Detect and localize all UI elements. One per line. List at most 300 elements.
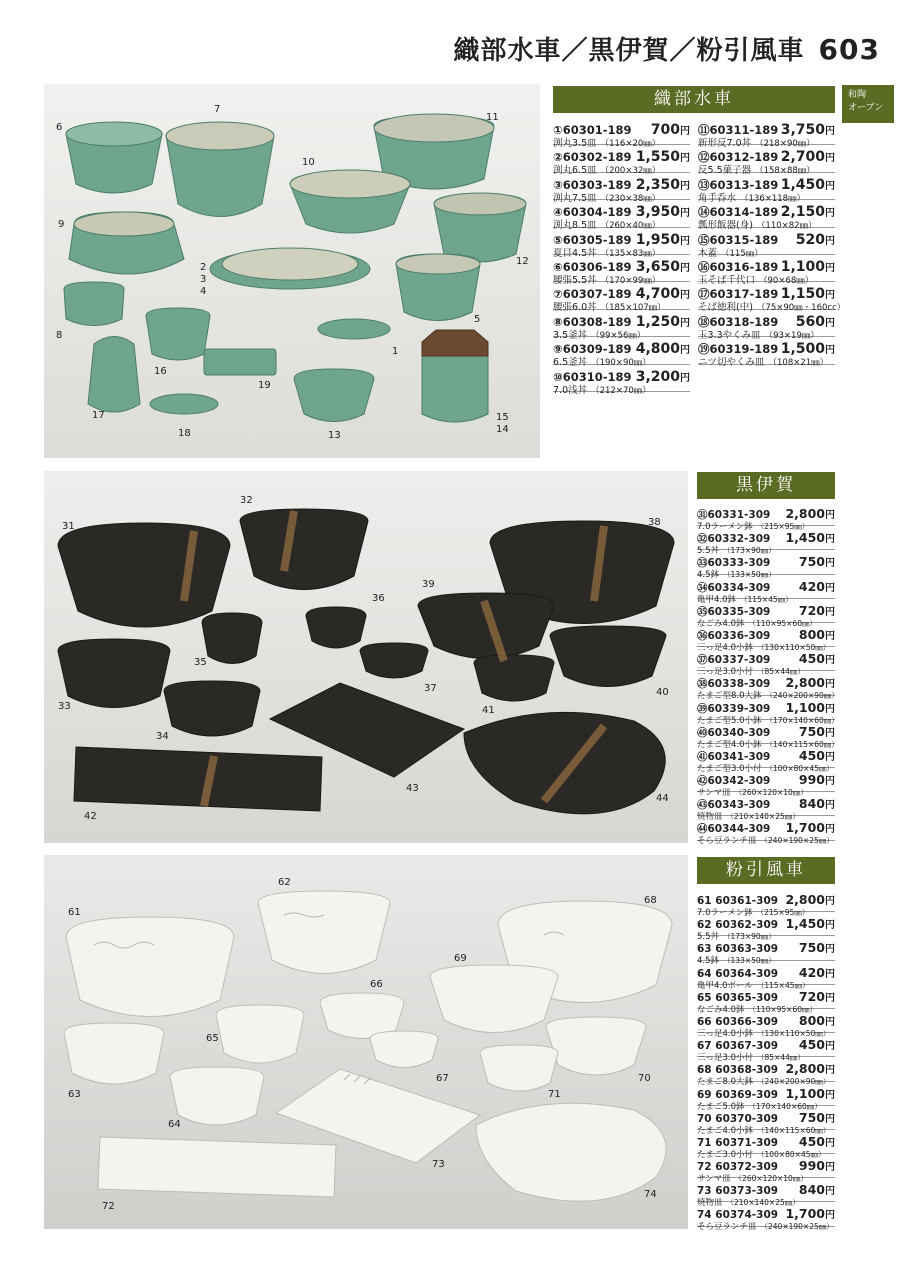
kohiki-product-photo [44, 855, 688, 1229]
photo-label: 35 [194, 657, 207, 668]
photo-label: 32 [240, 495, 253, 506]
yen-symbol: 円 [825, 727, 835, 739]
oribe-product-list-left [553, 118, 690, 396]
product-size: （100×80×45㎜） [765, 763, 835, 773]
section-banner-kuroiga: 黒伊賀 [697, 472, 835, 499]
yen-symbol: 円 [825, 968, 835, 980]
photo-label: 61 [68, 907, 81, 918]
product-description: 5.5丼 [697, 932, 720, 943]
product-description: 渕丸6.5皿 [553, 165, 597, 177]
yen-symbol: 円 [825, 262, 835, 274]
yen-symbol: 円 [680, 153, 690, 165]
product-price: 4,800 [635, 341, 680, 358]
photo-label: 15 [496, 412, 509, 423]
product-code: 72 60372-309 [697, 1161, 779, 1174]
product-price: 3,200 [635, 368, 680, 385]
yen-symbol: 円 [825, 126, 835, 137]
product-price: 750 [798, 723, 825, 739]
product-description: 7.0ラーメン鉢 [697, 522, 753, 532]
photo-label: 9 [58, 219, 65, 230]
photo-label: 39 [422, 579, 435, 590]
yen-symbol: 円 [680, 317, 690, 329]
product-price: 1,950 [635, 231, 680, 248]
product-description: 腰張5.5丼 [553, 274, 597, 286]
product-code: ⑪60311-189 [698, 123, 779, 137]
yen-symbol: 円 [825, 317, 835, 329]
yen-symbol: 円 [825, 180, 835, 192]
yen-symbol: 円 [825, 1041, 835, 1053]
product-code: ㉝60333-309 [697, 557, 771, 570]
product-price: 2,350 [635, 176, 680, 193]
yen-symbol: 円 [825, 558, 835, 570]
photo-label: 19 [258, 380, 271, 391]
product-code: ⑱60318-189 [698, 314, 779, 329]
product-price: 450 [798, 1037, 825, 1053]
product-size: （170×140×60㎜） [765, 715, 839, 725]
product-list-item [553, 173, 690, 204]
yen-symbol: 円 [825, 776, 835, 788]
product-price: 560 [795, 313, 825, 330]
product-list-item [553, 118, 690, 149]
product-price: 1,550 [635, 149, 680, 166]
product-price: 1,100 [780, 258, 825, 275]
product-description: そら豆ランチ皿 [697, 836, 757, 847]
product-price: 450 [798, 1133, 825, 1149]
photo-label: 38 [648, 517, 661, 528]
product-code: 61 60361-309 [697, 895, 779, 907]
photo-label: 65 [206, 1033, 219, 1044]
product-description: 3.5釜丼 [553, 329, 588, 341]
product-description: そら豆ランチ皿 [697, 1222, 757, 1233]
product-description: そば徳利(中) [698, 302, 753, 314]
product-price: 990 [798, 772, 825, 788]
yen-symbol: 円 [825, 920, 835, 932]
product-code: ⑨60309-189 [553, 342, 632, 357]
product-price: 2,800 [785, 506, 825, 521]
product-code: ①60301-189 [553, 123, 632, 137]
product-description: 渕丸8.5皿 [553, 220, 597, 232]
product-code: 65 60365-309 [697, 991, 779, 1004]
product-code: ㊷60342-309 [697, 775, 771, 788]
product-code: ㉟60335-309 [697, 605, 771, 618]
product-code: ㊸60343-309 [697, 799, 771, 812]
product-list-item [553, 145, 690, 177]
yen-symbol: 円 [825, 824, 835, 836]
product-description: 反5.5菓子器 [698, 165, 752, 177]
product-price: 450 [798, 747, 825, 763]
product-list-item [553, 282, 690, 314]
product-price: 2,800 [785, 675, 825, 691]
kohiki-product-list [697, 888, 835, 1233]
photo-label: 72 [102, 1201, 115, 1212]
product-price: 1,450 [780, 176, 825, 193]
product-size: （215×95㎜） [756, 522, 810, 531]
product-description: 新形反7.0丼 [698, 138, 752, 149]
product-size: （110×95×60㎜） [748, 618, 818, 628]
product-price: 450 [798, 651, 825, 667]
product-code: ㊴60339-309 [697, 702, 771, 715]
page-header [454, 30, 880, 67]
product-size: （85×44㎜） [757, 667, 805, 677]
product-code: ⑤60305-189 [553, 232, 632, 247]
product-size: （170×140×60㎜） [748, 1101, 822, 1111]
product-size: （218×90㎜） [755, 139, 815, 149]
product-code: ㉛60331-309 [697, 509, 771, 521]
product-size: （210×140×25㎜） [726, 812, 800, 822]
product-price: 3,650 [635, 258, 680, 275]
yen-symbol: 円 [825, 1065, 835, 1077]
product-price: 750 [798, 1109, 825, 1125]
photo-label: 33 [58, 701, 71, 712]
product-price: 800 [798, 1012, 825, 1028]
photo-label: 10 [302, 157, 315, 168]
yen-symbol: 円 [825, 208, 835, 220]
product-code: 67 60367-309 [697, 1040, 779, 1053]
product-size: （240×190×25㎜） [760, 836, 834, 846]
page-number: 603 [818, 33, 880, 66]
product-price: 2,800 [785, 892, 825, 907]
product-code: ④60304-189 [553, 205, 632, 220]
photo-label: 73 [432, 1159, 445, 1170]
yen-symbol: 円 [825, 606, 835, 618]
product-list-item [553, 200, 690, 232]
category-tab-line2: オーブン [848, 103, 884, 113]
yen-symbol: 円 [825, 510, 835, 521]
product-size: （185×107㎜） [600, 303, 666, 314]
product-price: 3,950 [635, 204, 680, 221]
product-list-item [698, 310, 835, 341]
photo-label: 63 [68, 1089, 81, 1100]
product-size: （230×38㎜） [600, 193, 661, 204]
product-code: ②60302-189 [553, 150, 632, 165]
product-code: ⑥60306-189 [553, 259, 632, 274]
product-size: （90×68㎜） [759, 275, 814, 286]
product-price: 720 [798, 988, 825, 1004]
product-price: 990 [798, 1158, 825, 1174]
photo-label: 69 [454, 953, 467, 964]
product-price: 4,700 [635, 286, 680, 303]
product-price: 840 [798, 1182, 825, 1198]
product-description: たまご4.0小鉢 [697, 1125, 754, 1136]
product-code: 62 60362-309 [697, 919, 779, 932]
product-code: 68 60368-309 [697, 1064, 779, 1077]
product-size: （140×115×60㎜） [757, 1125, 831, 1135]
product-list-item [553, 337, 690, 369]
product-size: （260×120×10㎜） [734, 788, 808, 798]
product-list-item [553, 255, 690, 286]
product-description: なごみ4.0鉢 [697, 618, 745, 629]
product-list-item [698, 228, 835, 259]
product-price: 1,700 [785, 820, 825, 836]
photo-label: 1 [392, 346, 399, 357]
yen-symbol: 円 [680, 345, 690, 357]
product-description: 角手呑水 [698, 192, 737, 204]
product-size: （115㎜） [721, 248, 763, 259]
product-description: たまご型5.0小鉢 [697, 715, 762, 726]
product-description: 亀甲4.0ボール [697, 980, 753, 991]
product-price: 2,150 [780, 204, 825, 221]
product-size: （200×32㎜） [600, 166, 661, 177]
product-price: 2,700 [780, 149, 825, 166]
product-list-item [697, 502, 835, 532]
yen-symbol: 円 [825, 944, 835, 956]
yen-symbol: 円 [680, 262, 690, 274]
yen-symbol: 円 [680, 208, 690, 220]
product-price: 1,150 [780, 286, 825, 303]
product-size: （173×90㎜） [723, 932, 776, 942]
yen-symbol: 円 [825, 800, 835, 812]
product-description: 三っ足3.0小付 [697, 667, 754, 678]
photo-label: 41 [482, 705, 495, 716]
product-size: （115×45㎜） [740, 594, 793, 604]
photo-label: 5 [474, 314, 481, 325]
kuroiga-product-list [697, 502, 839, 847]
product-description: 渕丸3.5皿 [553, 138, 597, 149]
product-description: 玉そば千代口 [698, 274, 756, 286]
photo-label: 62 [278, 877, 291, 888]
product-list-item [698, 255, 835, 286]
product-size: （99×56㎜） [591, 330, 646, 341]
product-price: 700 [650, 122, 680, 138]
product-size: （85×44㎜） [757, 1053, 805, 1063]
product-price: 1,100 [785, 1085, 825, 1101]
page-title: 織部水車／黒伊賀／粉引風車 [453, 36, 805, 66]
product-code: ⑲60319-189 [698, 342, 779, 357]
product-description: 玉3.3やくみ皿 [698, 329, 761, 341]
yen-symbol: 円 [825, 630, 835, 642]
product-description: 4.5鉢 [697, 956, 720, 967]
product-list-item [698, 337, 835, 369]
kuroiga-product-photo [44, 471, 688, 843]
photo-label: 40 [656, 687, 669, 698]
yen-symbol: 円 [680, 372, 690, 384]
product-code: 69 60369-309 [697, 1088, 779, 1101]
photo-label: 12 [516, 256, 529, 267]
product-description: 亀甲4.0鉢 [697, 594, 737, 605]
photo-label: 3 [200, 274, 207, 285]
yen-symbol: 円 [680, 180, 690, 192]
product-size: （133×50㎜） [723, 570, 776, 580]
photo-label: 74 [644, 1189, 657, 1200]
product-description: 三っ足3.0小付 [697, 1053, 754, 1064]
product-description: 焼物皿 [697, 1198, 723, 1209]
product-size: （100×80×45㎜） [757, 1149, 826, 1159]
yen-symbol: 円 [825, 679, 835, 691]
yen-symbol: 円 [825, 992, 835, 1004]
photo-label: 66 [370, 979, 383, 990]
product-price: 1,100 [785, 699, 825, 715]
product-description: 三っ足4.0小鉢 [697, 642, 754, 653]
product-code: 64 60364-309 [697, 967, 779, 980]
product-code: ㊵60340-309 [697, 726, 771, 739]
product-description: 腰張6.0丼 [553, 302, 597, 314]
product-description: 7.0ラーメン鉢 [697, 908, 753, 918]
yen-symbol: 円 [825, 751, 835, 763]
product-size: （212×70㎜） [591, 385, 651, 396]
product-code: ⑧60308-189 [553, 314, 632, 329]
photo-label: 18 [178, 428, 191, 439]
photo-label: 68 [644, 895, 657, 906]
product-size: （173×90㎜） [723, 546, 776, 556]
photo-label: 17 [92, 410, 105, 421]
yen-symbol: 円 [825, 582, 835, 594]
yen-symbol: 円 [825, 1210, 835, 1222]
photo-label: 42 [84, 811, 97, 822]
yen-symbol: 円 [680, 235, 690, 247]
product-size: （133×50㎜） [723, 956, 776, 966]
photo-label: 16 [154, 366, 167, 377]
product-code: ⑬60313-189 [698, 177, 779, 192]
product-description: 6.5釜丼 [553, 357, 588, 369]
product-price: 420 [798, 964, 825, 980]
yen-symbol: 円 [825, 290, 835, 302]
photo-label: 43 [406, 783, 419, 794]
product-price: 840 [798, 796, 825, 812]
photo-label: 7 [214, 104, 221, 115]
product-code: ⑦60307-189 [553, 287, 632, 302]
product-size: （130×110×50㎜） [757, 1028, 831, 1038]
product-code: ㉜60332-309 [697, 533, 771, 546]
yen-symbol: 円 [825, 1016, 835, 1028]
product-size: （116×20㎜） [600, 139, 661, 149]
yen-symbol: 円 [825, 1162, 835, 1174]
photo-label: 11 [486, 112, 499, 123]
product-size: （190×90㎜） [591, 358, 651, 369]
product-size: （108×21㎜） [768, 358, 829, 369]
category-tab[interactable] [842, 85, 894, 123]
photo-label: 36 [372, 593, 385, 604]
product-price: 520 [795, 231, 825, 248]
product-description: 木蓋 [698, 247, 718, 259]
product-size: （240×190×25㎜） [760, 1222, 834, 1232]
product-code: ㊳60338-309 [697, 678, 771, 691]
photo-label: 13 [328, 430, 341, 441]
product-size: （130×110×50㎜） [757, 642, 831, 652]
product-size: （110×95×60㎜） [748, 1004, 818, 1014]
product-description: 渕丸7.5皿 [553, 192, 597, 204]
product-list-item [553, 365, 690, 396]
product-price: 1,700 [785, 1206, 825, 1222]
yen-symbol: 円 [825, 1113, 835, 1125]
photo-label: 34 [156, 731, 169, 742]
product-list-item [698, 282, 846, 314]
product-description: 焼物皿 [697, 812, 723, 823]
product-code: ㊶60341-309 [697, 750, 771, 763]
product-code: 71 60371-309 [697, 1136, 779, 1149]
yen-symbol: 円 [825, 1186, 835, 1198]
product-price: 720 [798, 602, 825, 618]
yen-symbol: 円 [680, 126, 690, 137]
product-size: （140×115×60㎜） [765, 739, 839, 749]
product-size: （170×99㎜） [600, 275, 661, 286]
photo-label: 2 [200, 262, 207, 273]
photo-label: 37 [424, 683, 437, 694]
product-list-item [698, 200, 835, 232]
product-list-item [553, 228, 690, 259]
product-size: （260×120×10㎜） [734, 1174, 808, 1184]
yen-symbol: 円 [825, 153, 835, 165]
product-list-item [697, 888, 835, 918]
product-size: （136×118㎜） [740, 193, 806, 204]
product-price: 1,450 [785, 916, 825, 932]
product-description: たまご型4.0小鉢 [697, 739, 762, 750]
product-list-item [553, 310, 690, 341]
yen-symbol: 円 [825, 655, 835, 667]
section-banner-oribe: 織部水車 [553, 86, 835, 113]
photo-label: 71 [548, 1089, 561, 1100]
yen-symbol: 円 [825, 235, 835, 247]
product-list-item [698, 173, 835, 204]
product-code: ⑫60312-189 [698, 150, 779, 165]
oribe-tableware-illustration [44, 84, 540, 458]
product-code: ⑭60314-189 [698, 205, 779, 220]
product-size: （135×83㎜） [600, 248, 661, 259]
photo-label: 44 [656, 793, 669, 804]
yen-symbol: 円 [680, 290, 690, 302]
product-price: 1,500 [780, 341, 825, 358]
photo-label: 31 [62, 521, 75, 532]
product-size: （215×95㎜） [756, 908, 810, 917]
product-code: ㊲60337-309 [697, 654, 771, 667]
product-description: たまご8.0大鉢 [697, 1077, 754, 1088]
photo-label: 4 [200, 286, 207, 297]
yen-symbol: 円 [825, 1137, 835, 1149]
product-description: 夏目4.5丼 [553, 247, 597, 259]
product-description: たまご5.0鉢 [697, 1101, 745, 1112]
product-description: たまご型8.0大鉢 [697, 691, 762, 702]
product-price: 1,250 [635, 313, 680, 330]
product-code: ㊱60336-309 [697, 629, 771, 642]
product-price: 750 [798, 940, 825, 956]
product-code: ㊹60344-309 [697, 823, 771, 836]
product-description: ニツ切やくみ皿 [698, 357, 765, 369]
product-price: 3,750 [780, 122, 825, 138]
product-size: （240×200×90㎜） [765, 691, 839, 701]
product-size: （115×45㎜） [756, 980, 810, 990]
product-price: 750 [798, 554, 825, 570]
photo-label: 64 [168, 1119, 181, 1130]
product-code: ⑯60316-189 [698, 259, 779, 274]
product-description: 4.5鉢 [697, 570, 720, 581]
oribe-product-photo [44, 84, 540, 458]
product-size: （110×82㎜） [756, 221, 817, 232]
product-list-item [698, 145, 835, 177]
product-description: なごみ4.0鉢 [697, 1004, 745, 1015]
product-description: 三っ足4.0小鉢 [697, 1028, 754, 1039]
product-code: 66 60366-309 [697, 1015, 779, 1028]
product-code: ⑩60310-189 [553, 369, 632, 384]
yen-symbol: 円 [825, 1089, 835, 1101]
product-code: 74 60374-309 [697, 1209, 779, 1222]
product-description: 7.0浅丼 [553, 384, 588, 396]
product-size: （75×90㎜・160cc） [756, 303, 846, 314]
yen-symbol: 円 [825, 896, 835, 907]
product-description: 5.5丼 [697, 546, 720, 557]
yen-symbol: 円 [825, 703, 835, 715]
category-tab-line1: 和陶 [848, 90, 867, 100]
product-size: （240×200×90㎜） [757, 1077, 831, 1087]
product-price: 1,450 [785, 530, 825, 546]
oribe-product-list-right [698, 118, 846, 369]
product-description: たまご3.0小付 [697, 1149, 754, 1160]
product-description: サンマ皿 [697, 1174, 731, 1185]
product-code: 73 60373-309 [697, 1185, 779, 1198]
photo-label: 67 [436, 1073, 449, 1084]
kohiki-tableware-illustration [44, 855, 688, 1229]
product-code: ③60303-189 [553, 177, 632, 192]
product-description: 瓢形飯器(身) [698, 220, 753, 232]
photo-label: 70 [638, 1073, 651, 1084]
